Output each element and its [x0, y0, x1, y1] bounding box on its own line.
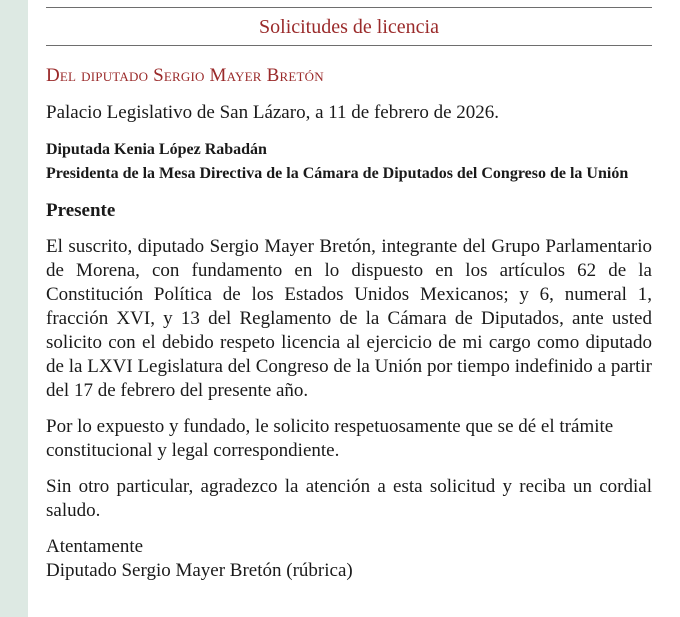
- side-margin-strip: [0, 0, 28, 617]
- body-paragraph-procedure: Por lo expuesto y fundado, le solicito respetuosamente que se dé el trámite constitucional y legal correspondiente.: [46, 416, 614, 461]
- signature: Diputado Sergio Mayer Bretón (rúbrica): [46, 560, 353, 581]
- addressee-title: Presidenta de la Mesa Directiva de la Cámara de Diputados del Congreso de la Unión: [46, 165, 629, 182]
- place-date: Palacio Legislativo de San Lázaro, a 11 de febrero de 2026.: [46, 102, 500, 123]
- body-paragraph-request: El suscrito, diputado Sergio Mayer Bretón, integrante del Grupo Parlamentario de Morena, con fundamento en lo dispuesto en los artículos 62 de la Constitución Política de los Estados Unidos Mexicanos; y 6, numeral 1, fracción XVI, y 13 del Reglamento de la Cámara de Diputados, ante usted solicito con el debido respeto licencia al ejercicio de mi cargo como diputado de la LXVI Legislatura del Congreso de la Unión por tiempo indefinido a partir del 17 de febrero del presente año.: [46, 236, 652, 401]
- addressee-name: Diputada Kenia López Rabadán: [46, 141, 267, 158]
- body-paragraph-thanks: Sin otro particular, agradezco la atención a esta solicitud y reciba un cordial saludo.: [46, 476, 652, 521]
- addressee-block: [46, 138, 652, 186]
- section-title: Solicitudes de licencia: [259, 16, 439, 38]
- document-page: [46, 0, 652, 583]
- title-rule: [46, 45, 652, 46]
- closing: Atentamente: [46, 536, 144, 557]
- sender-line: Del diputado Sergio Mayer Bretón: [46, 65, 324, 86]
- greeting: Presente: [46, 200, 116, 221]
